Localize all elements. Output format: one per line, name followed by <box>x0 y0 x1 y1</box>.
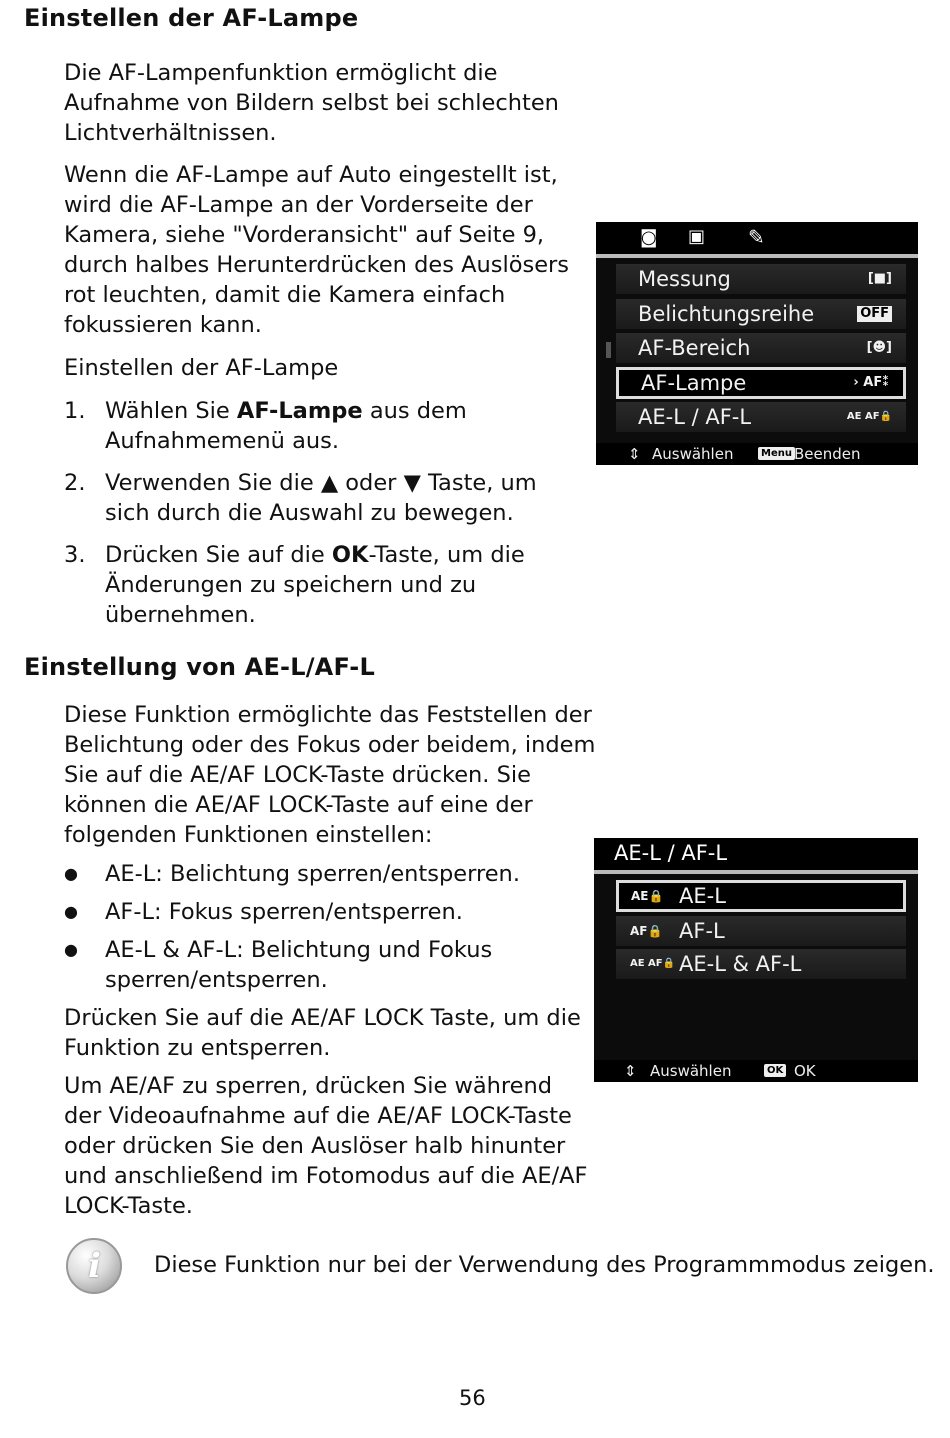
section-heading-af-lamp: Einstellen der AF-Lampe <box>24 4 359 32</box>
menu-divider <box>594 870 918 874</box>
camera-menu-screenshot <box>596 222 918 465</box>
metering-icon: [■] <box>867 271 892 286</box>
step-text-part: sich durch die Auswahl zu bewegen. <box>105 500 514 526</box>
text-line: können die AE/AF LOCK-Taste auf eine der <box>64 792 533 818</box>
option-label: AF-L <box>679 919 725 943</box>
step-text-part: Verwenden Sie die ▲ oder ▼ Taste, um <box>105 470 537 496</box>
menu-item-belichtungsreihe[interactable] <box>616 299 906 329</box>
option-ae-l-af-l[interactable] <box>616 949 906 979</box>
step-text-part: übernehmen. <box>105 602 256 628</box>
text-line: Kamera, siehe "Vorderansicht" auf Seite 9, <box>64 222 545 248</box>
menu-scrollbar <box>606 342 611 358</box>
menu-item-af-bereich[interactable] <box>616 333 906 363</box>
option-af-l[interactable] <box>616 916 906 946</box>
text-line: Funktion zu entsperren. <box>64 1035 331 1061</box>
menu-item-label: AE-L / AF-L <box>638 405 752 429</box>
text-line: Wenn die AF-Lampe auf Auto eingestellt ist, <box>64 162 558 188</box>
menu-item-ae-l-af-l[interactable] <box>616 402 906 432</box>
text-line: oder drücken Sie den Auslöser halb hinunter <box>64 1133 566 1159</box>
text-line: wird die AF-Lampe an der Vorderseite der <box>64 192 533 218</box>
ae-af-intro <box>64 700 595 850</box>
step-text-part: Änderungen zu speichern und zu <box>105 572 477 598</box>
bullet-text-part: sperren/entsperren. <box>105 967 328 993</box>
text-line: Sie auf die AE/AF LOCK-Taste drücken. Sie <box>64 762 531 788</box>
text-line: Belichtung oder des Fokus oder beidem, indem <box>64 732 596 758</box>
bullet-text <box>105 935 492 995</box>
bullet-item <box>0 897 580 927</box>
video-lock-paragraph <box>64 1071 588 1221</box>
camera-icon: ◙ <box>640 227 658 248</box>
step-3 <box>0 540 580 630</box>
step-2 <box>0 468 580 528</box>
step-text <box>105 396 467 456</box>
step-text-bold: OK <box>331 542 369 568</box>
step-text-part: Drücken Sie auf die <box>105 542 332 568</box>
af-lock-icon: AF🔒 <box>630 924 663 938</box>
submenu-title-bar <box>594 838 918 870</box>
menu-item-messung[interactable] <box>616 264 906 294</box>
step-text <box>105 468 537 528</box>
step-number: 1. <box>64 398 86 424</box>
menu-item-label: AF-Bereich <box>638 336 751 360</box>
step-text-bold: AF-Lampe <box>236 398 363 424</box>
bullet-icon: ● <box>64 902 78 921</box>
note-text: Diese Funktion nur bei der Verwendung des Programmmodus zeigen. <box>154 1252 935 1278</box>
bullet-icon: ● <box>64 940 78 959</box>
footer-select-label: Auswählen <box>652 445 734 463</box>
footer-select-label: Auswählen <box>650 1062 732 1080</box>
step-text <box>105 540 525 630</box>
menu-item-label: Belichtungsreihe <box>638 302 815 326</box>
bullet-item <box>0 859 580 889</box>
footer-exit-label: Beenden <box>794 445 861 463</box>
ok-button-icon: OK <box>764 1064 786 1077</box>
menu-item-label: Messung <box>638 267 731 291</box>
submenu-title: AE-L / AF-L <box>614 841 728 865</box>
menu-tab-bar <box>596 222 918 254</box>
step-number: 2. <box>64 470 86 496</box>
text-line: Die AF-Lampenfunktion ermöglicht die <box>64 60 498 86</box>
menu-button-icon: Menu <box>758 447 795 460</box>
video-icon: ▣ <box>688 226 706 247</box>
submenu-footer <box>594 1060 918 1082</box>
page-number: 56 <box>459 1386 486 1410</box>
ae-lock-icon: AE🔒 <box>631 889 664 903</box>
text-line: Um AE/AF zu sperren, drücken Sie während <box>64 1073 553 1099</box>
step-1 <box>0 396 580 456</box>
step-text-part: Wählen Sie <box>105 398 237 424</box>
menu-item-label: AF-Lampe <box>641 371 747 395</box>
text-line: durch halbes Herunterdrücken des Auslösers <box>64 252 570 278</box>
menu-divider <box>596 254 918 258</box>
bullet-text: AE-L: Belichtung sperren/entsperren. <box>105 861 520 887</box>
text-line: fokussieren kann. <box>64 312 262 338</box>
face-detect-icon: [☻] <box>866 340 892 355</box>
footer-ok-label: OK <box>794 1062 816 1080</box>
wrench-icon: ✎ <box>748 225 765 249</box>
section-heading-ae-af-lock: Einstellung von AE-L/AF-L <box>24 653 375 681</box>
text-line: der Videoaufnahme auf die AE/AF LOCK-Taste <box>64 1103 572 1129</box>
text-line: folgenden Funktionen einstellen: <box>64 822 433 848</box>
text-line: Aufnahme von Bildern selbst bei schlechten <box>64 90 559 116</box>
text-line: Diese Funktion ermöglichte das Feststellen der <box>64 702 592 728</box>
text-line: Drücken Sie auf die AE/AF LOCK Taste, um die <box>64 1005 581 1031</box>
af-lamp-subheading <box>64 353 338 383</box>
step-text-part: -Taste, um die <box>368 542 525 568</box>
step-text-part: aus dem <box>362 398 467 424</box>
ae-af-submenu-screenshot <box>594 838 918 1082</box>
bullet-item <box>0 935 580 995</box>
menu-footer <box>596 443 918 465</box>
unlock-paragraph <box>64 1003 581 1063</box>
bullet-icon: ● <box>64 864 78 883</box>
menu-item-af-lampe[interactable] <box>616 367 906 399</box>
text-line: und anschließend im Fotomodus auf die AE/AF <box>64 1163 588 1189</box>
info-icon: i <box>66 1238 122 1294</box>
option-ae-l[interactable] <box>616 880 906 912</box>
bullet-text: AF-L: Fokus sperren/entsperren. <box>105 899 463 925</box>
ae-af-lock-icon: AE AF🔒 <box>630 958 676 969</box>
up-down-arrow-icon: ⇕ <box>624 1062 637 1080</box>
af-lamp-icon: › AF⁑ <box>853 375 889 390</box>
af-lamp-intro <box>64 58 559 148</box>
off-badge-icon: OFF <box>857 306 892 322</box>
step-number: 3. <box>64 542 86 568</box>
text-line: rot leuchten, damit die Kamera einfach <box>64 282 506 308</box>
text-line: Einstellen der AF-Lampe <box>64 355 339 381</box>
bullet-text-part: AE-L & AF-L: Belichtung und Fokus <box>105 937 493 963</box>
step-text-part: Aufnahmemenü aus. <box>105 428 339 454</box>
text-line: Lichtverhältnissen. <box>64 120 277 146</box>
up-down-arrow-icon: ⇕ <box>628 445 641 463</box>
text-line: LOCK-Taste. <box>64 1193 193 1219</box>
option-label: AE-L & AF-L <box>679 952 802 976</box>
option-label: AE-L <box>679 884 726 908</box>
ae-af-lock-icon: AE AF🔒 <box>846 411 892 422</box>
af-lamp-description <box>64 160 569 340</box>
